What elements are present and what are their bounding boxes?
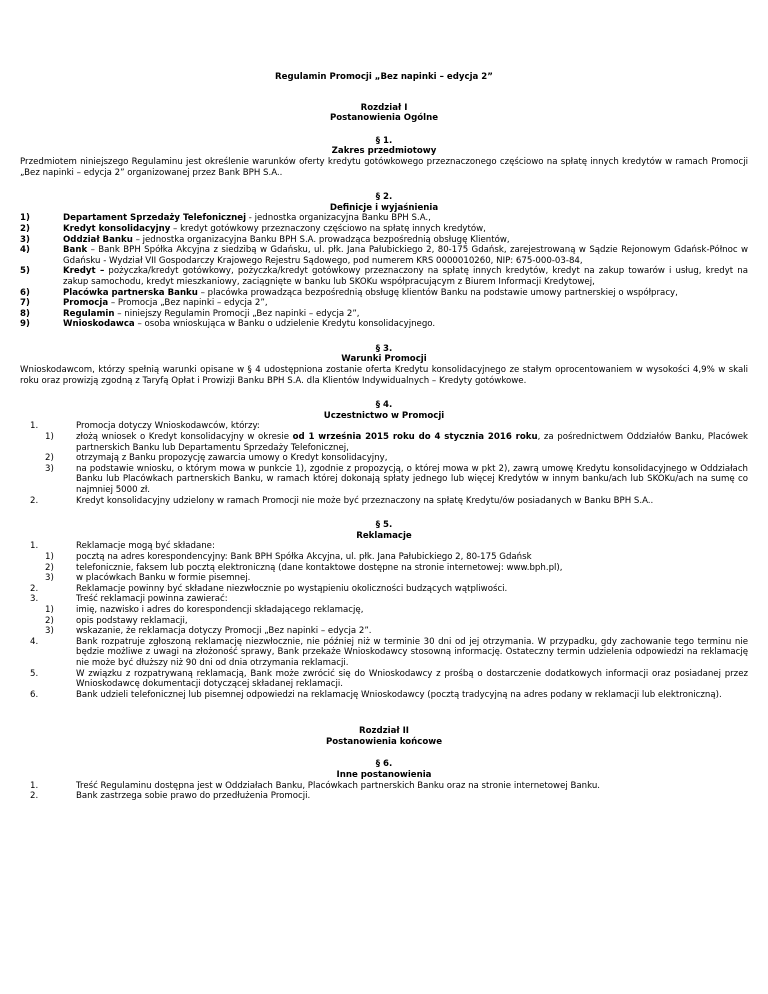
list-item-text: Bank udzieli telefonicznej lub pisemnej odpowiedzi na reklamację Wnioskodawcy (pocztą tradycyjną na adres podany w reklamacji lub elektroniczną). (76, 689, 722, 700)
definition-item (20, 245, 748, 266)
definition-number: 9) (20, 319, 30, 330)
definition-text: pożyczka/kredyt gotówkowy, pożyczka/kredyt gotówkowy przeznaczony na spłatę innych kredytów, kredyt na zakup towarów i usług, kredyt na zakup samochodu, kredyt mieszkaniowy, zaciągnięte w banku lub SKOKu współpracującym z Biurem Informacji Kredytowej, (63, 266, 748, 287)
definition-text: – placówka prowadząca bezpośrednią obsługę klientów Banku na podstawie umowy partnerskiej o współpracy, (197, 287, 678, 298)
definition-number: 2) (20, 223, 30, 234)
section-1-text: Przedmiotem niniejszego Regulaminu jest określenie warunków oferty kredytu gotówkowego przeznaczonego częściowo na spłatę innych kredytów w ramach Promocji „Bez napinki – edycja 2” organizowanej przez Bank BPH S.A.. (20, 156, 748, 178)
section-1-number: § 1. (375, 135, 393, 146)
sub-item: 2) telefonicznie, faksem lub pocztą elektroniczną (dane kontaktowe dostępne na stronie internetowej: www.bph.pl), (45, 562, 563, 573)
section-2-title: Definicje i wyjaśnienia (329, 202, 439, 213)
section-6-list (20, 781, 748, 802)
list-item-text: Treść reklamacji powinna zawierać: (76, 594, 228, 605)
section-6-heading (20, 759, 748, 780)
section-4-list (20, 421, 748, 506)
sub-item: 3) na podstawie wniosku, o którym mowa w punkcie 1), zgodnie z propozycją, o której mowa w pkt 2), zawrą umowę Kredytu konsolidacyjnego w Oddziałach Banku lub Placówkach partnerskich Banku, w ramach której dokonają spłaty jednego lub więcej Kredytów w innym banku/ach lub SKOKu/ach na sumę co najmniej 5000 zł. (45, 463, 748, 495)
list-item: 3. Treść reklamacji powinna zawierać: (30, 594, 228, 605)
list-item-text: Reklamacje mogą być składane: (76, 541, 215, 552)
definition-term: Bank (63, 245, 88, 256)
sub-item-text: w placówkach Banku w formie pisemnej. (76, 573, 251, 584)
section-5-number: § 5. (375, 520, 393, 531)
section-4-title: Uczestnictwo w Promocji (323, 410, 445, 421)
sub-item-text: złożą wniosek o Kredyt konsolidacyjny w okresie (76, 432, 293, 443)
definition-text: – niniejszy Regulamin Promocji „Bez napinki – edycja 2”, (114, 308, 360, 319)
definition-number: 4) (20, 245, 30, 256)
definition-item (20, 298, 748, 309)
section-3-number: § 3. (375, 343, 393, 354)
list-item: 2. Reklamacje powinny być składane niezwłocznie po wystąpieniu okoliczności budzących wątpliwości. (30, 583, 508, 594)
definition-text: – Bank BPH Spółka Akcyjna z siedzibą w Gdańsku, ul. płk. Jana Pałubickiego 2, 80-175 Gdańsk, zarejestrowaną w Sądzie Rejonowym Gdańsk-Północ w Gdańsku - Wydział VII Gospodarczy Krajowego Rejestru Sądowego, pod numerem KRS 0000010260, NIP: 675-000-03-84, (63, 245, 748, 266)
sub-item-text: otrzymają z Banku propozycję zawarcia umowy o Kredyt konsolidacyjny, (76, 453, 388, 464)
chapter-1-number: Rozdział I (360, 102, 408, 113)
section-1-title: Zakres przedmiotowy (331, 146, 437, 157)
list-item-text: Bank zastrzega sobie prawo do przedłużenia Promocji. (76, 791, 311, 802)
list-item-text: Kredyt konsolidacyjny udzielony w ramach Promocji nie może być przeznaczony na spłatę Kredytu/ów posiadanych w Banku BPH S.A.. (76, 495, 654, 506)
definitions-list (20, 213, 748, 330)
list-item: 1. Reklamacje mogą być składane: (30, 541, 215, 552)
list-item-text: Treść Regulaminu dostępna jest w Oddziałach Banku, Placówkach partnerskich Banku oraz na stronie internetowej Banku. (76, 780, 600, 791)
chapter-2-title: Postanowienia końcowe (325, 736, 443, 747)
section-6-number: § 6. (375, 759, 393, 770)
document-page (20, 72, 748, 816)
section-1-heading (20, 136, 748, 157)
chapter-2-heading (20, 726, 748, 747)
sub-item: 3) wskazanie, że reklamacja dotyczy Promocji „Bez napinki – edycja 2”. (45, 626, 372, 637)
sub-item: 3) w placówkach Banku w formie pisemnej. (45, 573, 251, 584)
promotion-period: od 1 września 2015 roku do 4 stycznia 2016 roku (292, 432, 538, 443)
definition-text: – osoba wnioskująca w Banku o udzielenie Kredytu konsolidacyjnego. (134, 319, 436, 330)
definition-item (20, 309, 748, 320)
section-3-title: Warunki Promocji (341, 354, 427, 365)
list-item-text: Bank rozpatruje zgłoszoną reklamację niezwłocznie, nie później niż w terminie 30 dni od jej otrzymania. W przypadku, gdy zachowanie tego terminu nie będzie możliwe z uwagi na złożoność sprawy, Bank przekaże Wnioskodawcy stosowną informację. Ostateczny termin udzielenia odpowiedzi na reklamację nie może być dłuższy niż 90 dni od dnia otrzymania reklamacji. (76, 636, 748, 668)
list-item: 6. Bank udzieli telefonicznej lub pisemnej odpowiedzi na reklamację Wnioskodawcy (pocztą tradycyjną na adres podany w reklamacji lub elektroniczną). (30, 689, 722, 700)
sub-item-text: pocztą na adres korespondencyjny: Bank BPH Spółka Akcyjna, ul. płk. Jana Pałubickiego 2, 80-175 Gdańsk (76, 551, 532, 562)
definition-number: 3) (20, 234, 30, 245)
sub-item-text: imię, nazwisko i adres do korespondencji składającego reklamację, (76, 604, 364, 615)
sub-item-text: na podstawie wniosku, o którym mowa w punkcie 1), zgodnie z propozycją, o której mowa w pkt 2), zawrą umowę Kredytu konsolidacyjnego w Oddziałach Banku lub Placówkach partnerskich Banku, w ramach której dokonają spłaty jednego lub więcej Kredytów w innym banku/ach lub SKOKu/ach na sumę co najmniej 5000 zł. (76, 463, 748, 495)
definition-text: - jednostka organizacyjna Banku BPH S.A., (246, 213, 431, 224)
section-2-number: § 2. (375, 192, 393, 203)
list-item-text: Reklamacje powinny być składane niezwłocznie po wystąpieniu okoliczności budzących wątpliwości. (76, 583, 508, 594)
section-5-list (20, 541, 748, 700)
definition-term: Oddział Banku (63, 234, 133, 245)
sub-item: 1) imię, nazwisko i adres do korespondencji składającego reklamację, (45, 604, 364, 615)
definition-term: Regulamin (63, 308, 115, 319)
section-5-heading (20, 520, 748, 541)
definition-item (20, 224, 748, 235)
sub-item: 2) opis podstawy reklamacji, (45, 615, 188, 626)
definition-number: 1) (20, 213, 30, 224)
definition-term: Promocja (63, 298, 109, 309)
definition-number: 6) (20, 287, 30, 298)
definition-number: 7) (20, 298, 30, 309)
definition-item (20, 213, 748, 224)
sub-item-text: , za pośrednictwem Oddziałów Banku, Placówek partnerskich Banku lub Departamentu Sprzedaży Telefonicznej, (76, 432, 748, 453)
sub-item-text: telefonicznie, faksem lub pocztą elektroniczną (dane kontaktowe dostępne na stronie internetowej: www.bph.pl), (76, 562, 563, 573)
definition-term: Wnioskodawca (63, 319, 135, 330)
section-4-heading (20, 400, 748, 421)
chapter-2-number: Rozdział II (359, 726, 409, 737)
definition-item (20, 319, 748, 330)
definition-term: Placówka partnerska Banku (63, 287, 198, 298)
section-6-title: Inne postanowienia (336, 770, 432, 781)
sub-item: 2) otrzymają z Banku propozycję zawarcia umowy o Kredyt konsolidacyjny, (45, 453, 388, 464)
sub-item: 1) pocztą na adres korespondencyjny: Bank BPH Spółka Akcyjna, ul. płk. Jana Pałubickiego 2, 80-175 Gdańsk (45, 551, 532, 562)
list-item: 2. Bank zastrzega sobie prawo do przedłużenia Promocji. (30, 791, 311, 802)
definition-term: Departament Sprzedaży Telefonicznej (63, 213, 247, 224)
definition-text: – Promocja „Bez napinki – edycja 2”, (108, 298, 268, 309)
definition-term: Kredyt konsolidacyjny (63, 223, 171, 234)
definition-term: Kredyt – (63, 266, 105, 277)
definition-text: – kredyt gotówkowy przeznaczony częściowo na spłatę innych kredytów, (170, 223, 486, 234)
list-item: 5. W związku z rozpatrywaną reklamacją, Bank może zwrócić się do Wnioskodawcy z prośbą o dostarczenie dodatkowych informacji oraz posiadanej przez Wnioskodawcę dokumentacji dotyczącej składanej reklamacji. (30, 668, 748, 690)
list-item: 1. Treść Regulaminu dostępna jest w Oddziałach Banku, Placówkach partnerskich Banku oraz na stronie internetowej Banku. (30, 780, 600, 791)
definition-item (20, 288, 748, 299)
section-4-number: § 4. (375, 400, 393, 411)
list-item-text: W związku z rozpatrywaną reklamacją, Bank może zwrócić się do Wnioskodawcy z prośbą o dostarczenie dodatkowych informacji oraz posiadanej przez Wnioskodawcę dokumentacji dotyczącej składanej reklamacji. (76, 668, 748, 690)
sub-item-text: wskazanie, że reklamacja dotyczy Promocji „Bez napinki – edycja 2”. (76, 626, 372, 637)
chapter-1-title: Postanowienia Ogólne (329, 113, 439, 124)
sub-item: 1) złożą wniosek o Kredyt konsolidacyjny w okresie od 1 września 2015 roku do 4 stycznia 2016 roku, za pośrednictwem Oddziałów Banku, Placówek partnerskich Banku lub Departamentu Sprzedaży Telefonicznej, (45, 432, 748, 453)
sub-item-text: opis podstawy reklamacji, (76, 615, 188, 626)
definition-number: 5) (20, 266, 30, 277)
definition-text: – jednostka organizacyjna Banku BPH S.A. prowadząca bezpośrednią obsługę Klientów, (132, 234, 510, 245)
list-item-text: Promocja dotyczy Wnioskodawców, którzy: (76, 421, 260, 432)
section-3-text: Wnioskodawcom, którzy spełnią warunki opisane w § 4 udostępniona zostanie oferta Kredytu konsolidacyjnego ze stałym oprocentowaniem w wysokości 4,9% w skali roku oraz prowizją zgodną z Taryfą Opłat i Prowizji Banku BPH S.A. dla Klientów Indywidualnych – Kredyty gotówkowe. (20, 365, 748, 386)
document-title: Regulamin Promocji „Bez napinki – edycja 2” (275, 72, 493, 82)
section-3-heading (20, 344, 748, 365)
list-item: 2. Kredyt konsolidacyjny udzielony w ramach Promocji nie może być przeznaczony na spłatę Kredytu/ów posiadanych w Banku BPH S.A.. (30, 495, 654, 506)
section-2-heading (20, 192, 748, 213)
list-item: 4. Bank rozpatruje zgłoszoną reklamację niezwłocznie, nie później niż w terminie 30 dni od jej otrzymania. W przypadku, gdy zachowanie tego terminu nie będzie możliwe z uwagi na złożoność sprawy, Bank przekaże Wnioskodawcy stosowną informację. Ostateczny termin udzielenia odpowiedzi na reklamację nie może być dłuższy niż 90 dni od dnia otrzymania reklamacji. (30, 636, 748, 668)
list-item: 1. Promocja dotyczy Wnioskodawców, którzy: (30, 421, 260, 432)
definition-item (20, 235, 748, 246)
definition-number: 8) (20, 308, 30, 319)
section-5-title: Reklamacje (356, 530, 412, 541)
chapter-1-heading (20, 103, 748, 124)
definition-item (20, 266, 748, 287)
